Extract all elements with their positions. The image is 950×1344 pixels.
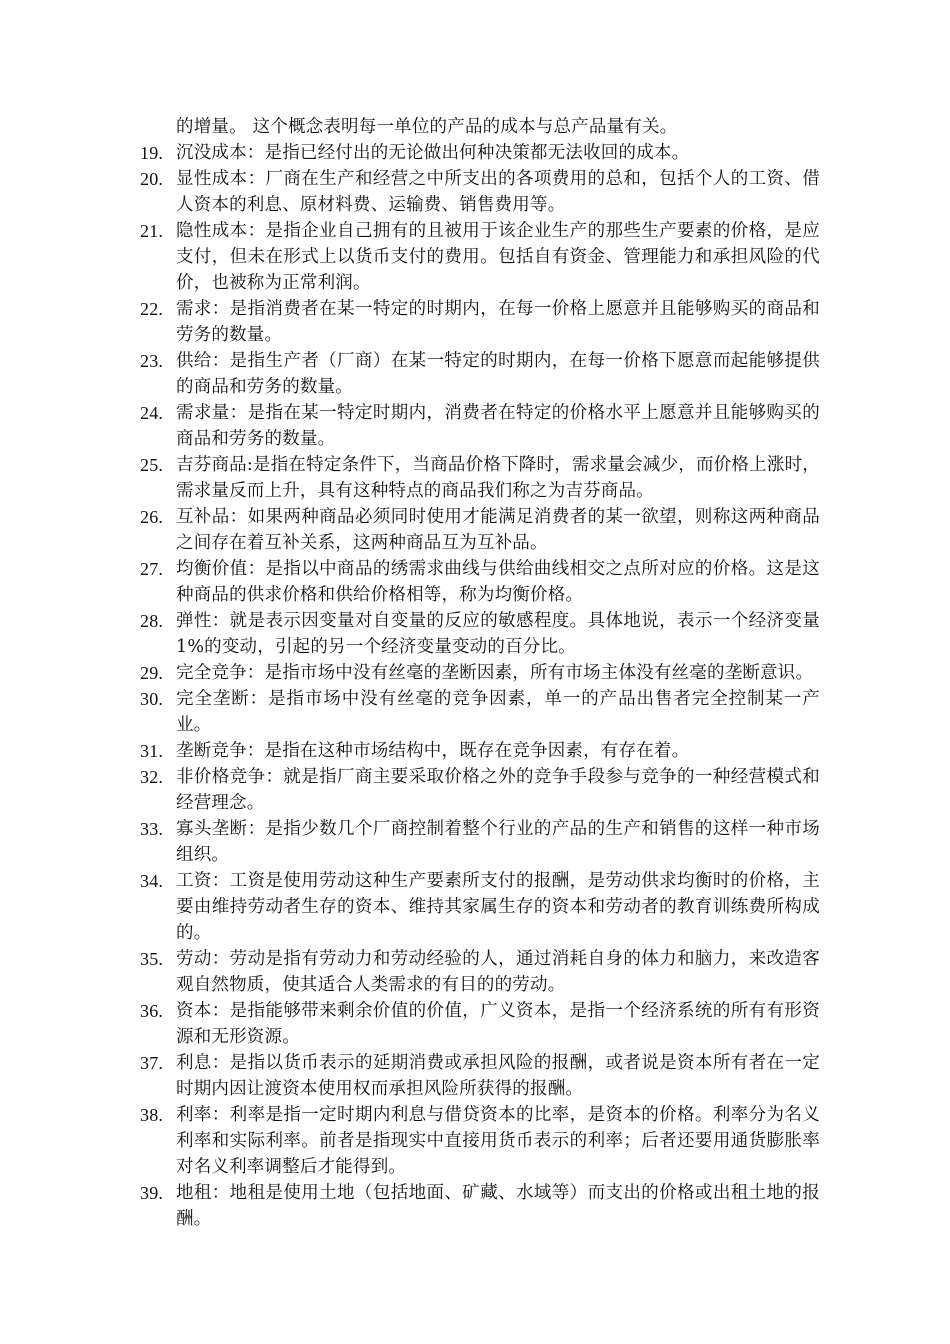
item-number: 25. bbox=[140, 455, 164, 475]
list-item bbox=[140, 166, 820, 218]
list-item bbox=[140, 452, 820, 504]
item-text: 地租：地租是使用土地（包括地面、矿藏、水域等）而支出的价格或出租土地的报酬。 bbox=[176, 1183, 820, 1229]
item-number: 30. bbox=[140, 689, 164, 709]
item-text: 沉没成本：是指已经付出的无论做出何种决策都无法收回的成本。 bbox=[176, 143, 690, 163]
list-item bbox=[140, 660, 820, 686]
list-item bbox=[140, 1102, 820, 1180]
item-number: 31. bbox=[140, 741, 164, 761]
list-item bbox=[140, 1050, 820, 1102]
item-text: 供给：是指生产者（厂商）在某一特定的时期内，在每一价格下愿意而起能够提供的商品和劳务的数量。 bbox=[176, 351, 820, 397]
definition-list bbox=[140, 114, 820, 1232]
item-text: 需求量：是指在某一特定时期内，消费者在特定的价格水平上愿意并且能够购买的商品和劳务的数量。 bbox=[176, 403, 820, 449]
list-item bbox=[140, 1180, 820, 1232]
item-number: 33. bbox=[140, 819, 164, 839]
item-number: 32. bbox=[140, 767, 164, 787]
list-item bbox=[140, 816, 820, 868]
item-number: 34. bbox=[140, 871, 164, 891]
item-text: 资本：是指能够带来剩余价值的价值，广义资本，是指一个经济系统的所有有形资源和无形资源。 bbox=[176, 1001, 820, 1047]
list-item bbox=[140, 868, 820, 946]
list-item bbox=[140, 296, 820, 348]
item-text: 显性成本：厂商在生产和经营之中所支出的各项费用的总和，包括个人的工资、借人资本的利息、原材料费、运输费、销售费用等。 bbox=[176, 169, 820, 215]
item-text: 工资：工资是使用劳动这种生产要素所支付的报酬，是劳动供求均衡时的价格，主要由维持劳动者生存的资本、维持其家属生存的资本和劳动者的教育训练费所构成的。 bbox=[176, 871, 820, 943]
item-number: 35. bbox=[140, 949, 164, 969]
item-number: 27. bbox=[140, 559, 164, 579]
list-item bbox=[140, 686, 820, 738]
item-number: 20. bbox=[140, 169, 164, 189]
item-text: 利息：是指以货币表示的延期消费或承担风险的报酬，或者说是资本所有者在一定时期内因让渡资本使用权而承担风险所获得的报酬。 bbox=[176, 1053, 820, 1099]
item-number: 21. bbox=[140, 221, 164, 241]
item-number: 24. bbox=[140, 403, 164, 423]
item-text: 吉芬商品:是指在特定条件下，当商品价格下降时，需求量会减少，而价格上涨时，需求量反而上升，具有这种特点的商品我们称之为吉芬商品。 bbox=[176, 455, 820, 501]
item-text: 劳动：劳动是指有劳动力和劳动经验的人，通过消耗自身的体力和脑力，来改造客观自然物质，使其适合人类需求的有目的的劳动。 bbox=[176, 949, 820, 995]
item-number: 23. bbox=[140, 351, 164, 371]
item-number: 28. bbox=[140, 611, 164, 631]
list-item bbox=[140, 218, 820, 296]
item-text: 完全竞争：是指市场中没有丝毫的垄断因素，所有市场主体没有丝毫的垄断意识。 bbox=[176, 663, 814, 683]
item-text: 垄断竞争：是指在这种市场结构中，既存在竞争因素，有存在着。 bbox=[176, 741, 690, 761]
item-text: 寡头垄断：是指少数几个厂商控制着整个行业的产品的生产和销售的这样一种市场组织。 bbox=[176, 819, 820, 865]
item-text: 弹性：就是表示因变量对自变量的反应的敏感程度。具体地说，表示一个经济变量 1%的变动，引起的另一个经济变量变动的百分比。 bbox=[176, 611, 820, 657]
list-item bbox=[140, 400, 820, 452]
list-item bbox=[140, 504, 820, 556]
list-item bbox=[140, 556, 820, 608]
item-text: 互补品：如果两种商品必须同时使用才能满足消费者的某一欲望，则称这两种商品之间存在着互补关系，这两种商品互为互补品。 bbox=[176, 507, 820, 553]
item-number: 29. bbox=[140, 663, 164, 683]
list-item bbox=[140, 738, 820, 764]
item-number: 38. bbox=[140, 1105, 164, 1125]
item-text: 非价格竞争：就是指厂商主要采取价格之外的竞争手段参与竞争的一种经营模式和经营理念。 bbox=[176, 767, 820, 813]
item-number: 36. bbox=[140, 1001, 164, 1021]
list-item bbox=[140, 140, 820, 166]
item-text: 需求：是指消费者在某一特定的时期内，在每一价格上愿意并且能够购买的商品和劳务的数量。 bbox=[176, 299, 820, 345]
list-item bbox=[140, 348, 820, 400]
item-number: 37. bbox=[140, 1053, 164, 1073]
item-number: 22. bbox=[140, 299, 164, 319]
list-item bbox=[140, 998, 820, 1050]
item-text: 隐性成本：是指企业自己拥有的且被用于该企业生产的那些生产要素的价格，是应支付，但未在形式上以货币支付的费用。包括自有资金、管理能力和承担风险的代价，也被称为正常利润。 bbox=[176, 221, 820, 293]
item-number: 26. bbox=[140, 507, 164, 527]
list-item bbox=[140, 764, 820, 816]
item-text: 完全垄断：是指市场中没有丝毫的竞争因素，单一的产品出售者完全控制某一产业。 bbox=[176, 689, 820, 735]
item-number: 19. bbox=[140, 143, 164, 163]
list-item bbox=[140, 608, 820, 660]
item-text: 利率：利率是指一定时期内利息与借贷资本的比率，是资本的价格。利率分为名义利率和实际利率。前者是指现实中直接用货币表示的利率；后者还要用通货膨胀率对名义利率调整后才能得到。 bbox=[176, 1105, 820, 1177]
item-number: 39. bbox=[140, 1183, 164, 1203]
item-text: 均衡价值：是指以中商品的绣需求曲线与供给曲线相交之点所对应的价格。这是这种商品的供求价格和供给价格相等，称为均衡价格。 bbox=[176, 559, 820, 605]
list-item bbox=[140, 946, 820, 998]
continued-text: 的增量。 这个概念表明每一单位的产品的成本与总产品量有关。 bbox=[176, 117, 678, 137]
